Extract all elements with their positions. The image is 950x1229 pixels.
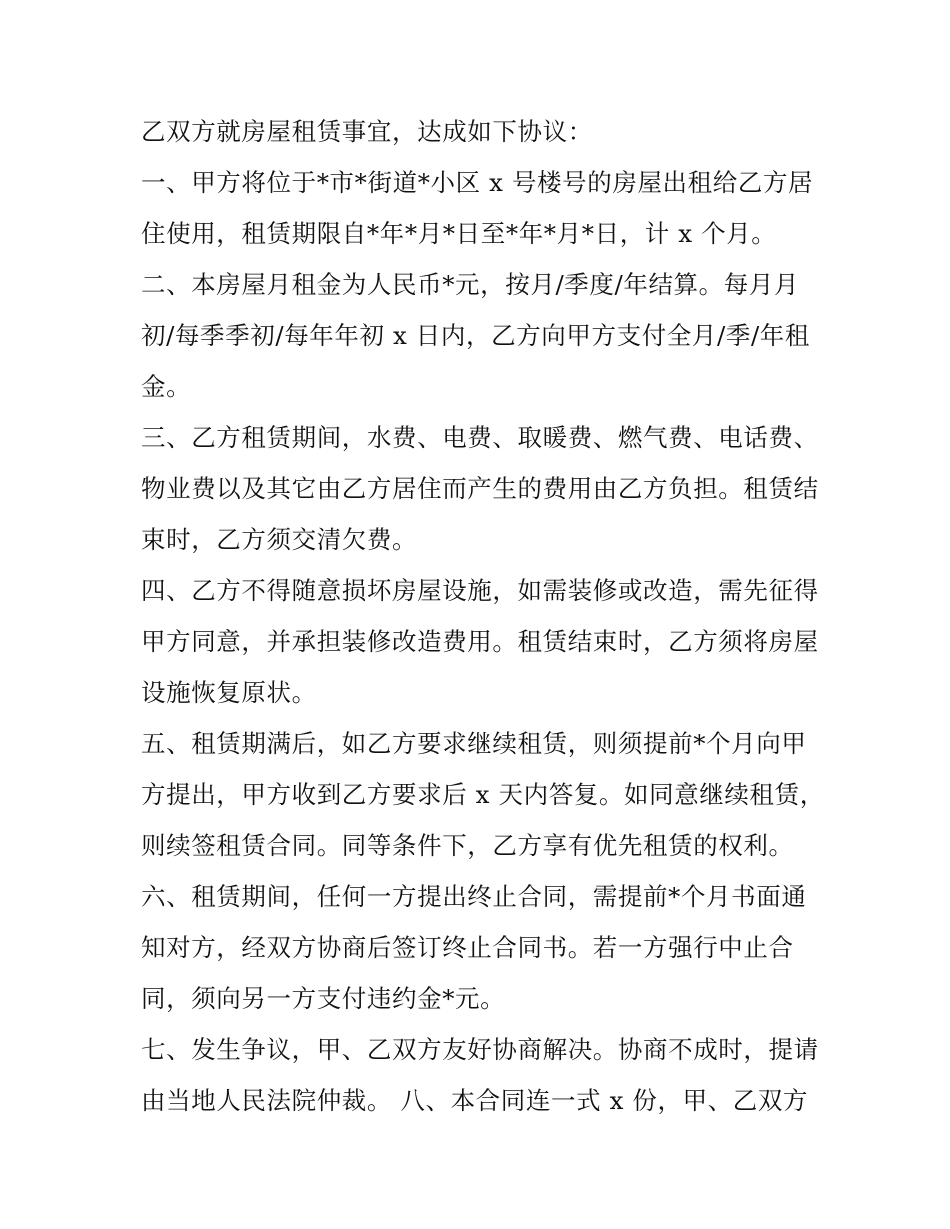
text-line: 物业费以及其它由乙方居住而产生的费用由乙方负担。租赁结: [141, 474, 819, 503]
text-line: 四、乙方不得随意损坏房屋设施，如需装修或改造，需先征得: [141, 576, 819, 605]
text-line: 由当地人民法院仲裁。 八、本合同连一式 x 份，甲、乙双方: [141, 1086, 809, 1115]
text-line: 束时，乙方须交清欠费。: [141, 525, 418, 554]
text-line: 甲方同意，并承担装修改造费用。租赁结束时，乙方须将房屋: [141, 627, 819, 656]
text-line: 一、甲方将位于*市*街道*小区 x 号楼号的房屋出租给乙方居: [141, 168, 814, 197]
text-line: 乙双方就房屋租赁事宜，达成如下协议：: [141, 117, 593, 146]
text-line: 住使用，租赁期限自*年*月*日至*年*月*日，计 x 个月。: [141, 219, 777, 248]
text-line: 设施恢复原状。: [141, 678, 317, 707]
contract-text: [141, 106, 825, 1126]
text-line: 三、乙方租赁期间，水费、电费、取暖费、燃气费、电话费、: [141, 423, 819, 452]
text-line: 初/每季季初/每年年初 x 日内，乙方向甲方支付全月/季/年租: [141, 321, 811, 350]
text-line: 六、租赁期间，任何一方提出终止合同，需提前*个月书面通: [141, 882, 807, 911]
text-line: 知对方，经双方协商后签订终止合同书。若一方强行中止合: [141, 933, 794, 962]
text-line: 同，须向另一方支付违约金*元。: [141, 984, 506, 1013]
text-line: 二、本房屋月租金为人民币*元，按月/季度/年结算。每月月: [141, 270, 800, 299]
text-line: 七、发生争议，甲、乙双方友好协商解决。协商不成时，提请: [141, 1035, 819, 1064]
text-line: 方提出，甲方收到乙方要求后 x 天内答复。如同意继续租赁，: [141, 780, 825, 809]
text-line: 五、租赁期满后，如乙方要求继续租赁，则须提前*个月向甲: [141, 729, 807, 758]
text-line: 则续签租赁合同。同等条件下，乙方享有优先租赁的权利。: [141, 831, 794, 860]
text-line: 金。: [141, 372, 192, 401]
